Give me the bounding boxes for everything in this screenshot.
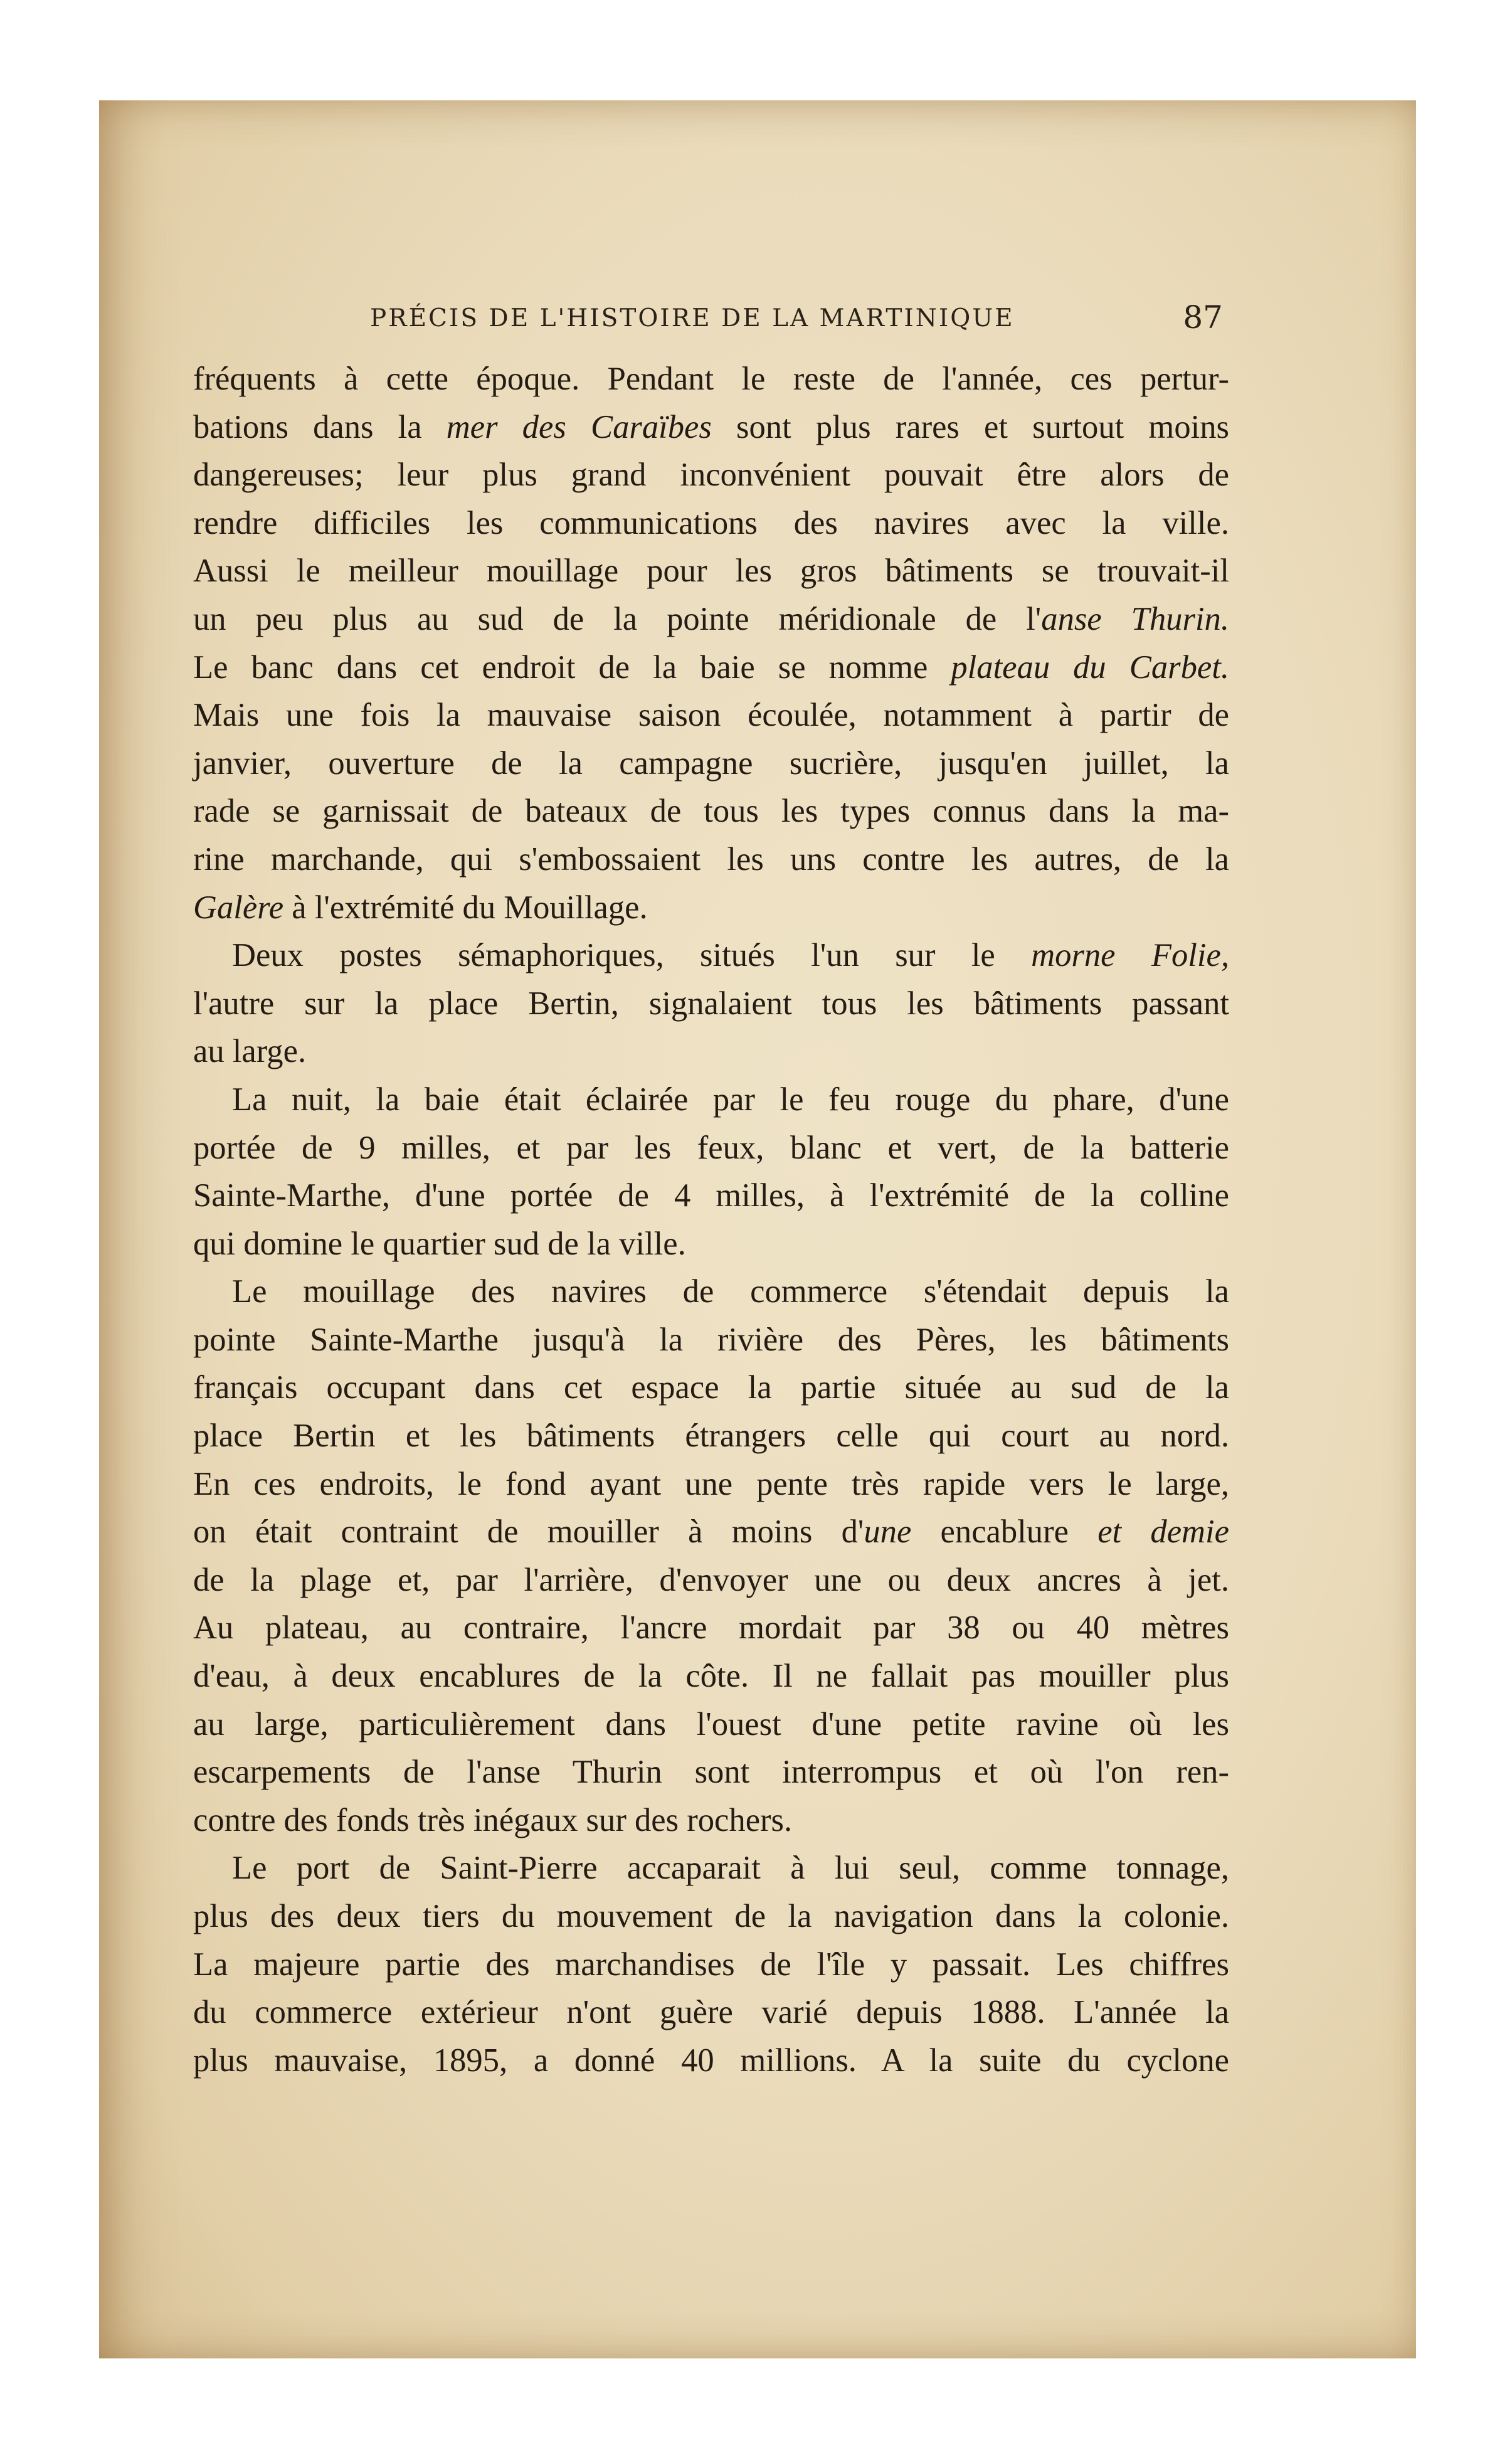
text-line: Galère à l'extrémité du Mouillage. [193,889,648,926]
body-text [193,355,1229,2084]
text-line: bations dans la mer des Caraïbes sont plus rares et surtout moins [193,408,1230,445]
text-line: Sainte-Marthe, d'une portée de 4 milles, à l'extrémité de la colline [193,1177,1229,1214]
text-line: de la plage et, par l'arrière, d'envoyer une ou deux ancres à jet. [193,1561,1229,1598]
text-line: Aussi le meilleur mouillage pour les gros bâtiments se trouvait-il [193,553,1229,590]
text-line: Le mouillage des navires de commerce s'étendait depuis la [232,1273,1229,1310]
text-line: un peu plus au sud de la pointe méridionale de l'anse Thurin. [193,600,1229,637]
text-line: au large. [193,1033,307,1070]
text-line: La nuit, la baie était éclairée par le feu rouge du phare, d'une [232,1081,1229,1118]
text-line: Deux postes sémaphoriques, situés l'un sur le morne Folie, [232,937,1229,974]
text-line: rade se garnissait de bateaux de tous les types connus dans la ma- [193,793,1229,830]
text-line: dangereuses; leur plus grand inconvénient pouvait être alors de [193,457,1229,494]
text-line: plus mauvaise, 1895, a donné 40 millions. A la suite du cyclone [193,2042,1229,2079]
text-line: français occupant dans cet espace la partie située au sud de la [193,1369,1229,1406]
text-line: Le banc dans cet endroit de la baie se nomme plateau du Carbet. [193,649,1229,686]
text-line: d'eau, à deux encablures de la côte. Il ne fallait pas mouiller plus [193,1658,1229,1695]
text-line: janvier, ouverture de la campagne sucrière, jusqu'en juillet, la [193,745,1229,782]
text-line: l'autre sur la place Bertin, signalaient tous les bâtiments passant [193,985,1229,1022]
text-line: escarpements de l'anse Thurin sont interrompus et où l'on ren- [193,1754,1229,1791]
text-line: portée de 9 milles, et par les feux, blanc et vert, de la batterie [193,1129,1229,1166]
text-line: La majeure partie des marchandises de l'île y passait. Les chiffres [193,1946,1229,1983]
text-line: qui domine le quartier sud de la ville. [193,1225,686,1262]
text-line: En ces endroits, le fond ayant une pente très rapide vers le large, [193,1465,1229,1502]
text-line: Au plateau, au contraire, l'ancre mordait par 38 ou 40 mètres [193,1609,1229,1647]
running-title: PRÉCIS DE L'HISTOIRE DE LA MARTINIQUE [370,304,1015,332]
text-line: du commerce extérieur n'ont guère varié depuis 1888. L'année la [193,1994,1229,2031]
text-line: contre des fonds très inégaux sur des rochers. [193,1801,793,1838]
text-line: place Bertin et les bâtiments étrangers celle qui court au nord. [193,1418,1229,1455]
text-line: on était contraint de mouiller à moins d'une encablure et demie [193,1514,1229,1551]
text-line: Mais une fois la mauvaise saison écoulée, notamment à partir de [193,697,1229,734]
text-line: rine marchande, qui s'embossaient les uns contre les autres, de la [193,841,1229,878]
text-line: Le port de Saint-Pierre accaparait à lui seul, comme tonnage, [232,1850,1229,1887]
text-line: fréquents à cette époque. Pendant le reste de l'année, ces pertur- [193,361,1229,397]
text-line: au large, particulièrement dans l'ouest d'une petite ravine où les [193,1705,1229,1742]
text-line: pointe Sainte-Marthe jusqu'à la rivière des Pères, les bâtiments [193,1321,1229,1358]
page-number: 87 [1183,299,1223,336]
text-line: rendre difficiles les communications des navires avec la ville. [193,504,1229,541]
text-line: plus des deux tiers du mouvement de la navigation dans la colonie. [193,1898,1229,1934]
